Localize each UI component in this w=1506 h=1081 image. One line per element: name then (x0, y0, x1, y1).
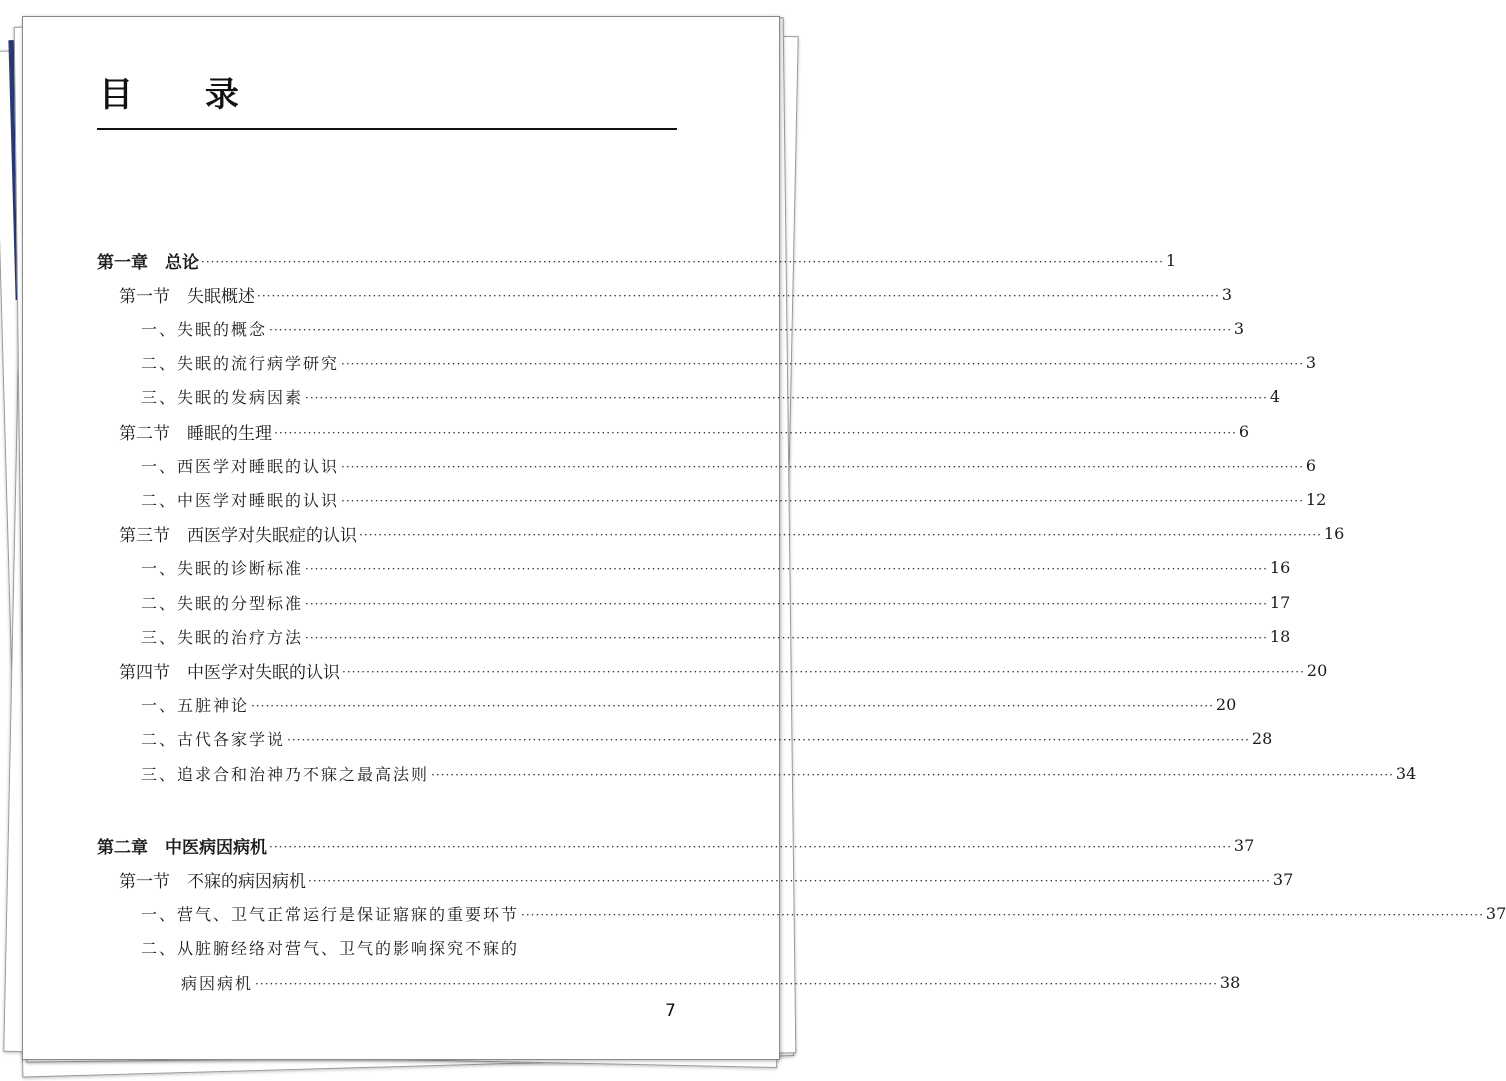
toc-entry[interactable] (97, 279, 1233, 309)
toc-entry[interactable] (97, 967, 1241, 997)
page-number: 7 (665, 1001, 676, 1021)
toc-entry-page: 6 (1238, 421, 1250, 441)
dot-leader: ········································································································································································································ (287, 733, 1250, 748)
toc-entry-label: 二、古代各家学说 (141, 730, 286, 750)
dot-leader: ········································································································································································································ (308, 873, 1271, 888)
toc-entry-page: 34 (1395, 763, 1417, 783)
toc-entry-page: 38 (1219, 972, 1241, 992)
toc-entry-label: 第一节 失眠概述 (119, 286, 255, 307)
dot-leader: ········································································································································································································ (305, 596, 1268, 611)
toc-entry-label: 一、失眠的诊断标准 (141, 559, 304, 579)
toc-entry[interactable] (97, 830, 1255, 860)
toc-entry-label: 第四节 中医学对失眠的认识 (119, 662, 340, 683)
toc-entry-label: 二、中医学对睡眠的认识 (141, 490, 340, 510)
dot-leader: ········································································································································································································ (341, 493, 1304, 508)
toc-entry[interactable] (97, 690, 1237, 720)
toc-entry[interactable] (97, 245, 1177, 275)
dot-leader: ········································································································································································································ (341, 459, 1304, 474)
toc-entry-label: 一、五脏神论 (141, 696, 250, 716)
dot-leader: ········································································································································································································ (341, 357, 1304, 372)
dot-leader: ········································································································································································································ (257, 288, 1220, 303)
toc-entry-page: 17 (1269, 592, 1291, 612)
toc-entry-page: 37 (1485, 904, 1506, 924)
toc-entry[interactable] (97, 484, 1327, 514)
toc-entry-label: 二、失眠的流行病学研究 (141, 354, 340, 374)
dot-leader: ········································································································································································································ (255, 976, 1218, 991)
toc-entry-label: 一、失眠的概念 (141, 319, 268, 339)
toc-entry[interactable] (97, 933, 677, 963)
toc-entry-page: 18 (1269, 626, 1291, 646)
toc-entry-label: 三、追求合和治神乃不寐之最高法则 (141, 764, 430, 784)
toc-entry-label: 第三节 西医学对失眠症的认识 (119, 526, 357, 547)
toc-entry-page: 3 (1221, 284, 1233, 304)
toc-entry[interactable] (97, 450, 1317, 480)
toc-entry-label: 二、失眠的分型标准 (141, 593, 304, 613)
toc-entry-label: 第二节 睡眠的生理 (119, 423, 272, 444)
toc-entry-page: 3 (1233, 318, 1245, 338)
title-rule (97, 128, 677, 130)
toc-entry[interactable] (97, 382, 1281, 412)
toc-entry-label: 病因病机 (181, 973, 254, 993)
toc-entry-page: 6 (1305, 455, 1317, 475)
toc-entry[interactable] (97, 553, 1291, 583)
dot-leader: ········································································································································································································ (342, 664, 1305, 679)
toc-page (22, 16, 1506, 1060)
toc-entry-page: 28 (1251, 729, 1273, 749)
toc-entry-label: 三、失眠的发病因素 (141, 388, 304, 408)
dot-leader: ········································································································································································································ (521, 908, 1484, 923)
toc-entry[interactable] (97, 587, 1291, 617)
toc-entry[interactable] (97, 899, 1506, 929)
dot-leader: ········································································································································································································ (269, 839, 1232, 854)
toc-entry[interactable] (97, 519, 1345, 549)
toc-entry-label: 一、西医学对睡眠的认识 (141, 456, 340, 476)
toc-entry-label: 一、营气、卫气正常运行是保证寤寐的重要环节 (141, 905, 520, 925)
toc-entry-page: 16 (1269, 558, 1291, 578)
toc-entry[interactable] (97, 313, 1245, 343)
dot-leader: ········································································································································································································ (305, 391, 1268, 406)
toc-entry-page: 4 (1269, 387, 1281, 407)
dot-leader: ········································································································································································································ (305, 630, 1268, 645)
toc-entry-label: 三、失眠的治疗方法 (141, 627, 304, 647)
dot-leader: ········································································································································································································ (359, 528, 1322, 543)
toc-entry[interactable] (97, 724, 1273, 754)
toc-entry-page: 20 (1215, 695, 1237, 715)
dot-leader: ········································································································································································································ (201, 254, 1164, 269)
toc-entry[interactable] (97, 864, 1294, 894)
toc-entry-label: 第一章 总论 (97, 252, 199, 273)
dot-leader: ········································································································································································································ (305, 562, 1268, 577)
dot-leader: ········································································································································································································ (274, 425, 1237, 440)
toc-entry-page: 16 (1323, 524, 1345, 544)
toc-entry-page: 1 (1165, 250, 1177, 270)
dot-leader: ········································································································································································································ (431, 767, 1394, 782)
toc-entry[interactable] (97, 621, 1291, 651)
toc-entry-page: 37 (1272, 869, 1294, 889)
dot-leader: ········································································································································································································ (251, 699, 1214, 714)
toc-entry-page: 37 (1233, 835, 1255, 855)
toc-entry[interactable] (97, 348, 1317, 378)
toc-entry-label: 第一节 不寐的病因病机 (119, 871, 306, 892)
toc-entry-page: 12 (1305, 489, 1327, 509)
toc-entry-page: 3 (1305, 353, 1317, 373)
toc-entry[interactable] (97, 758, 1417, 788)
dot-leader: ········································································································································································································ (269, 322, 1232, 337)
toc-entry-label: 二、从脏腑经络对营气、卫气的影响探究不寐的 (141, 939, 520, 959)
toc-entry[interactable] (97, 416, 1250, 446)
page-title: 目 录 (99, 75, 269, 115)
toc-entry-label: 第二章 中医病因病机 (97, 837, 267, 858)
toc-entry-page: 20 (1306, 660, 1328, 680)
toc-entry[interactable] (97, 655, 1328, 685)
